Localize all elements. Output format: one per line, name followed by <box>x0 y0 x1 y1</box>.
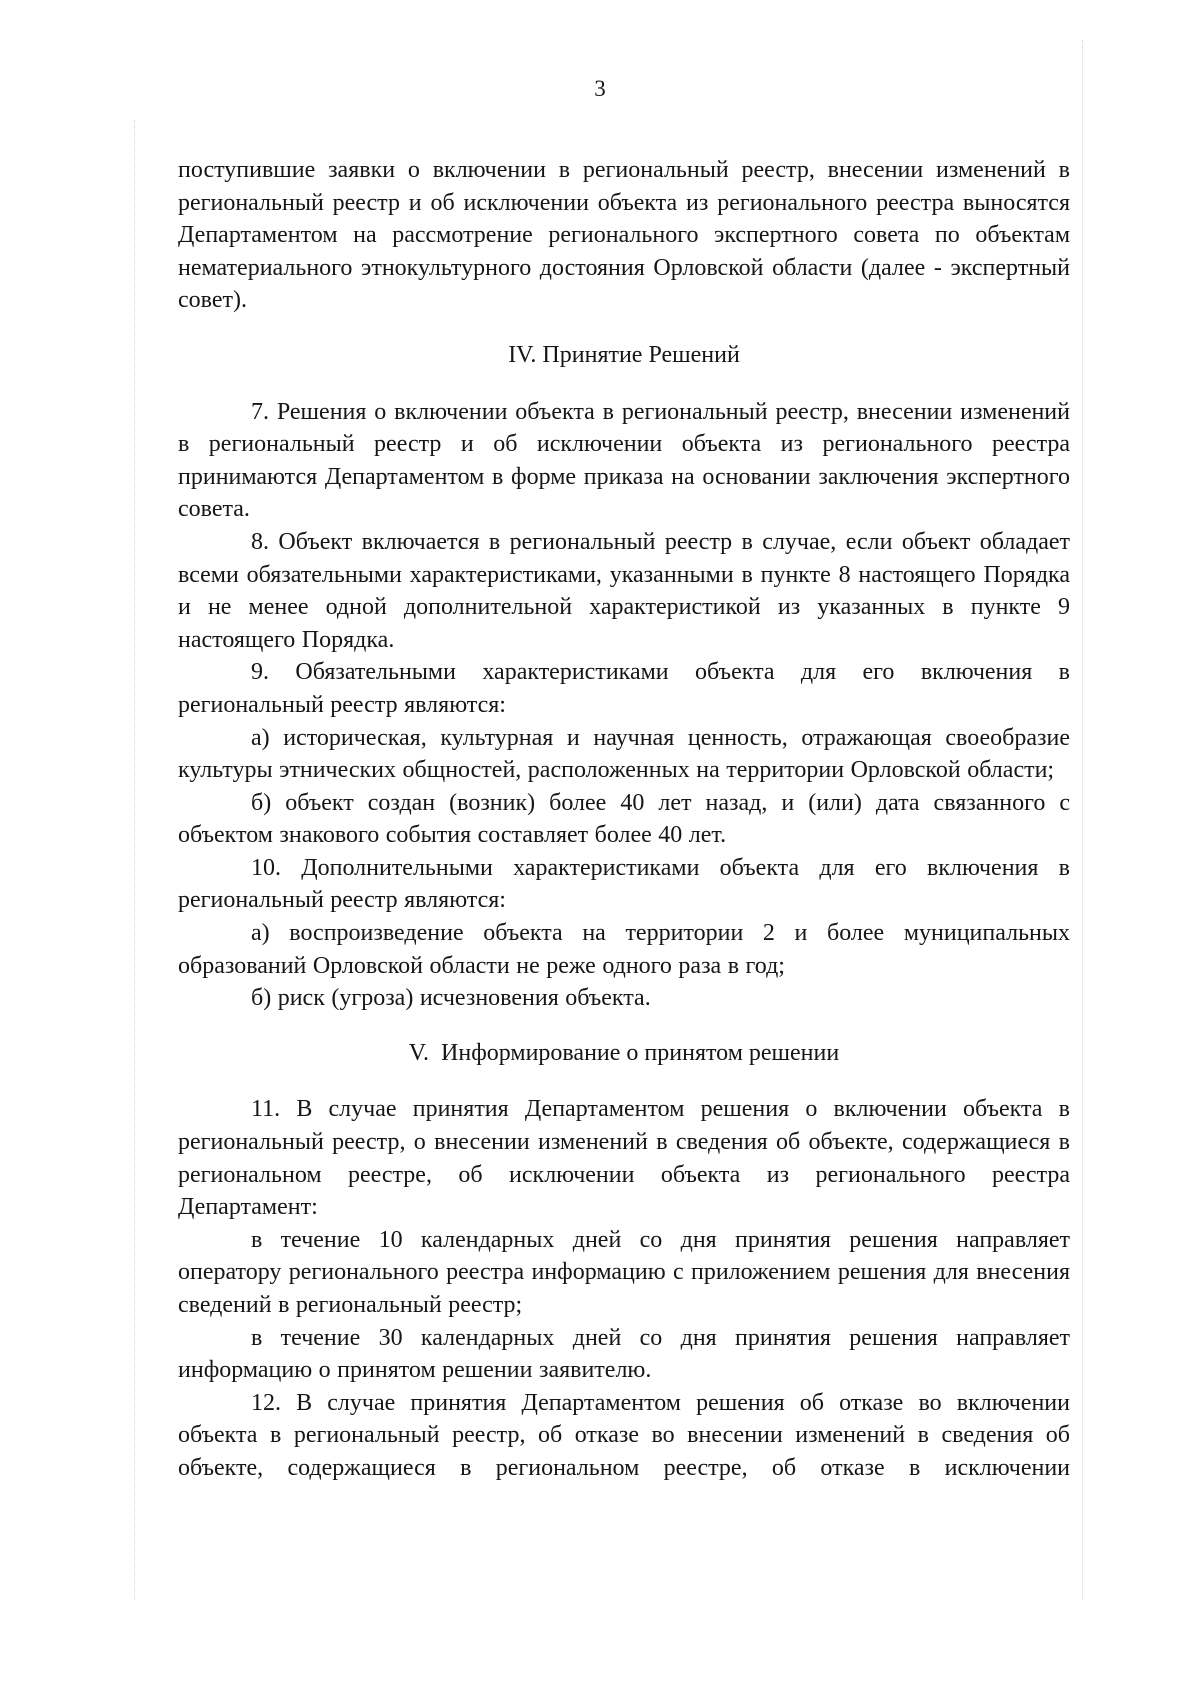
paragraph-10-a: а) воспроизведение объекта на территории 2 и более муниципальных образований Орловской области не реже одного раза в год; <box>178 920 1070 979</box>
paragraph-12: 12. В случае принятия Департаментом решения об отказе во включении объекта в региональный реестр, об отказе во внесении изменений в сведения об объекте, содержащиеся в региональном реестре, об отказе в исключении <box>178 1389 1070 1481</box>
paragraph-10-b: б) риск (угроза) исчезновения объекта. <box>251 985 651 1012</box>
paragraph-11: 11. В случае принятия Департаментом решения о включении объекта в региональный реестр, о внесении изменений в сведения об объекте, содержащиеся в региональном реестре, об исключении объекта из регионального реестра Департамент: <box>178 1096 1070 1221</box>
paragraph-9: 9. Обязательными характеристиками объекта для его включения в региональный реестр являются: <box>178 659 1070 718</box>
section-heading-iv: IV. Принятие Решений <box>508 341 740 368</box>
paragraph-10: 10. Дополнительными характеристиками объекта для его включения в региональный реестр являются: <box>178 854 1070 914</box>
scan-artifact <box>1082 40 1083 1600</box>
paragraph-9-a: а) историческая, культурная и научная ценность, отражающая своеобразие культуры этнических общностей, расположенных на территории Орловской области; <box>178 724 1070 784</box>
scan-artifact <box>134 120 135 1600</box>
document-body <box>178 154 1070 1485</box>
paragraph-11-item-1: в течение 10 календарных дней со дня принятия решения направляет оператору регионального реестра информацию с приложением решения для внесения сведений в региональный реестр; <box>178 1226 1070 1318</box>
section-heading-v: V. Информирование о принятом решении <box>408 1039 840 1066</box>
page-number: 3 <box>594 76 606 101</box>
paragraph-11-item-2: в течение 30 календарных дней со дня принятия решения направляет информацию о принятом решении заявителю. <box>178 1324 1070 1384</box>
paragraph-9-b: б) объект создан (возник) более 40 лет назад, и (или) дата связанного с объектом знакового события составляет более 40 лет. <box>178 789 1070 849</box>
paragraph-7: 7. Решения о включении объекта в региональный реестр, внесении изменений в региональный реестр и об исключении объекта из регионального реестра принимаются Департаментом в форме приказа на основании заключения экспертного совета. <box>178 398 1070 523</box>
paragraph-8: 8. Объект включается в региональный реестр в случае, если объект обладает всеми обязательными характеристиками, указанными в пункте 8 настоящего Порядка и не менее одной дополнительной характеристикой из указанных в пункте 9 настоящего Порядка. <box>178 528 1070 653</box>
paragraph-continuation: поступившие заявки о включении в региональный реестр, внесении изменений в региональный реестр и об исключении объекта из регионального реестра выносятся Департаментом на рассмотрение регионального экспертного совета по объектам нематериального этнокультурного достояния Орловской области (далее - экспертный совет). <box>178 157 1070 314</box>
